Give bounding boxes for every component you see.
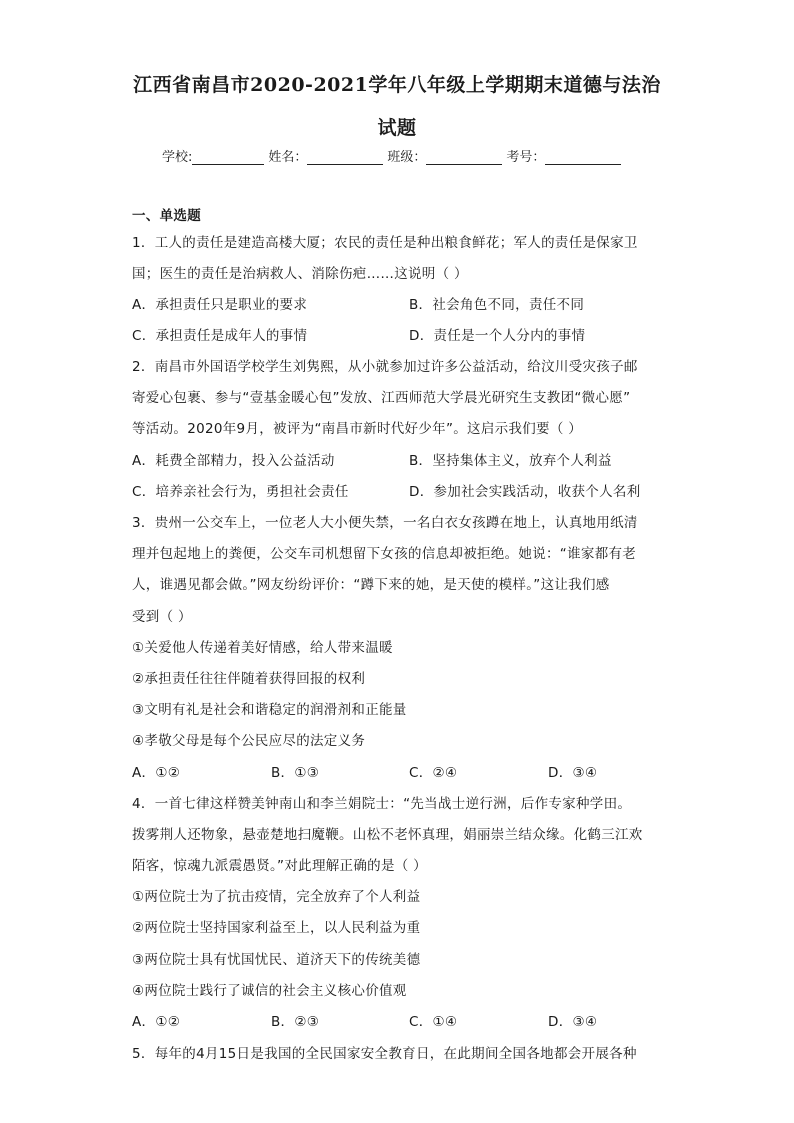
option-c[interactable]: C．①④ [409,1014,458,1030]
question-line: 2．南昌市外国语学校学生刘隽熙，从小就参加过许多公益活动，给汶川受灾孩子邮 [132,359,638,375]
question-line: 人，谁遇见都会做。”网友纷纷评价：“蹲下来的她，是天使的模样。”这让我们感 [132,577,610,593]
question-line: 等活动。2020年9月，被评为“南昌市新时代好少年”。这启示我们要（ ） [132,421,583,437]
option-a[interactable]: A．①② [132,765,181,781]
statement-1: ①两位院士为了抗击疫情，完全放弃了个人利益 [132,889,421,905]
statement-4: ④孝敬父母是每个公民应尽的法定义务 [132,733,366,749]
statement-3: ③文明有礼是社会和谐稳定的润滑剂和正能量 [132,702,407,718]
option-d[interactable]: D．③④ [548,1014,598,1030]
option-b[interactable]: B．①③ [271,765,320,781]
question-line: 受到（ ） [132,609,192,625]
question-line: 理并包起地上的粪便，公交车司机想留下女孩的信息却被拒绝。她说：“谁家都有老 [132,546,637,562]
option-d[interactable]: D．③④ [548,765,598,781]
school-label: 学校: [162,150,193,165]
option-a[interactable]: A．耗费全部精力，投入公益活动 [132,453,335,469]
option-a[interactable]: A．①② [132,1014,181,1030]
question-line: 4．一首七律这样赞美钟南山和李兰娟院士：“先当战士逆行洲，后作专家种学田。 [132,796,632,812]
question-line: 陌客，惊魂九派震愚贤。”对此理解正确的是（ ） [132,858,427,874]
option-c[interactable]: C．承担责任是成年人的事情 [132,328,308,344]
exam-title-line2: 试题 [377,117,417,139]
exam-number-label: 考号： [506,150,546,165]
option-d[interactable]: D．责任是一个人分内的事情 [409,328,586,344]
option-b[interactable]: B．②③ [271,1014,320,1030]
class-label: 班级： [387,150,427,165]
statement-3: ③两位院士具有忧国忧民、道济天下的传统美德 [132,952,421,968]
student-info-row [162,146,625,165]
statement-2: ②承担责任往往伴随着获得回报的权利 [132,671,366,687]
statement-4: ④两位院士践行了诚信的社会主义核心价值观 [132,983,407,999]
option-b[interactable]: B．社会角色不同，责任不同 [409,297,585,313]
name-blank[interactable] [307,150,383,165]
question-line: 寄爱心包裹、参与“壹基金暖心包”发放、江西师范大学晨光研究生支教团“微心愿” [132,390,631,406]
option-b[interactable]: B．坚持集体主义，放弃个人利益 [409,453,612,469]
exam-number-blank[interactable] [545,150,621,165]
option-c[interactable]: C．②④ [409,765,458,781]
option-a[interactable]: A．承担责任只是职业的要求 [132,297,308,313]
question-line: 3．贵州一公交车上，一位老人大小便失禁，一名白衣女孩蹲在地上，认真地用纸清 [132,515,638,531]
question-line: 5．每年的4月15日是我国的全民国家安全教育日，在此期间全国各地都会开展各种 [132,1046,637,1062]
statement-2: ②两位院士坚持国家利益至上，以人民利益为重 [132,920,421,936]
exam-title-line1: 江西省南昌市2020-2021学年八年级上学期期末道德与法治 [133,74,661,96]
question-line: 拨雾荆人还物象，悬壶楚地扫魔鞭。山松不老怀真理，娟丽崇兰结众缘。化鹤三江欢 [132,827,643,843]
question-line: 国；医生的责任是治病救人、消除伤疤……这说明（ ） [132,266,468,282]
school-blank[interactable] [192,150,264,165]
section-title: 一、单选题 [132,208,201,224]
class-blank[interactable] [426,150,502,165]
name-label: 姓名： [268,150,308,165]
option-d[interactable]: D．参加社会实践活动，收获个人名利 [409,484,641,500]
option-c[interactable]: C．培养亲社会行为，勇担社会责任 [132,484,349,500]
statement-1: ①关爱他人传递着美好情感，给人带来温暖 [132,640,393,656]
question-line: 1．工人的责任是建造高楼大厦；农民的责任是种出粮食鲜花；军人的责任是保家卫 [132,235,638,251]
